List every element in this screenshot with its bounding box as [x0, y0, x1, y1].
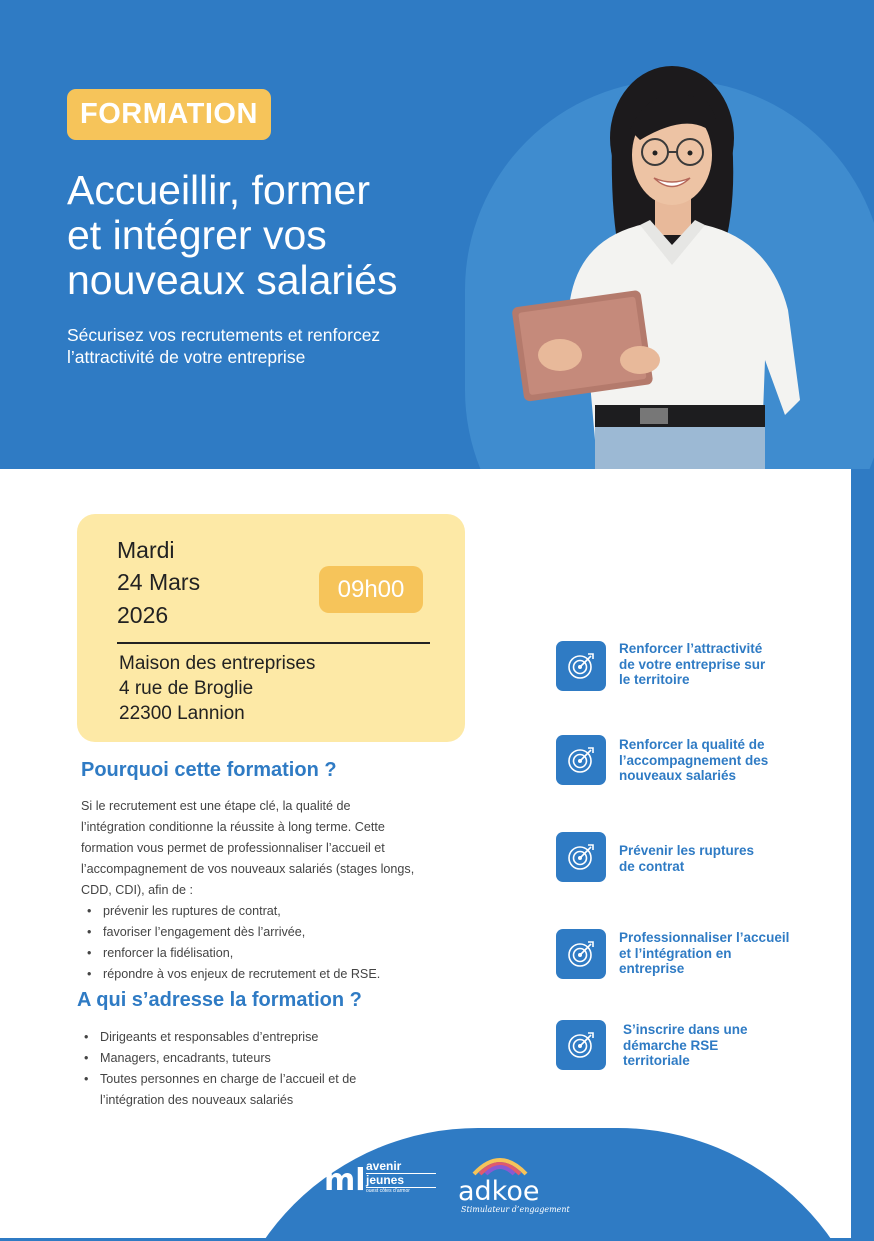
objective-line: l’accompagnement des: [619, 752, 769, 768]
objective-line: Renforcer l’attractivité: [619, 641, 763, 656]
logo-avenir-text: avenir: [366, 1160, 436, 1174]
paragraph-line: CDD, CDI), afin de :: [81, 883, 193, 897]
why-paragraph: [81, 796, 471, 901]
logo-jeunes-text: jeunes: [366, 1174, 436, 1188]
objective-text: [619, 641, 765, 688]
list-item: [78, 1069, 468, 1111]
woman-with-tablet-photo: [500, 60, 820, 469]
event-street: 4 rue de Broglie: [119, 678, 254, 699]
why-bullet-list: [81, 901, 471, 985]
list-item-text: Dirigeants et responsables d’entreprise: [100, 1030, 319, 1044]
objective-line: nouveaux salariés: [619, 768, 737, 783]
target-arrow-icon: [556, 1020, 606, 1070]
objective-line: le territoire: [619, 672, 690, 687]
title-line: Accueillir, former: [67, 167, 371, 213]
target-arrow-icon: [556, 832, 606, 882]
card-divider: [117, 642, 430, 644]
objective-line: Professionnaliser l’accueil: [619, 930, 790, 945]
objective-line: et l’intégration en: [619, 945, 732, 961]
logo-avenir-subtext: ouest côtes d’armor: [366, 1188, 410, 1194]
objective-line: démarche RSE: [623, 1037, 719, 1053]
event-time-badge: 09h00: [319, 566, 423, 613]
page-title: [67, 168, 487, 303]
list-item-text: • Toutes personnes en charge de l’accueil et de: [100, 1072, 357, 1086]
objective-text: [623, 1022, 748, 1069]
objective-line: entreprise: [619, 961, 685, 976]
objective-line: Renforcer la qualité de: [619, 737, 765, 752]
paragraph-line: l’accompagnement de vos nouveaux salariés (stages longs,: [81, 862, 415, 876]
target-arrow-icon: [556, 929, 606, 979]
why-heading: Pourquoi cette formation ?: [81, 759, 337, 781]
adkoe-logo: adkoe: [458, 1176, 540, 1207]
list-item-text: l’intégration des nouveaux salariés: [100, 1093, 294, 1107]
paragraph-line: formation vous permet de professionnaliser l’accueil et: [81, 841, 385, 855]
subtitle-line: l’attractivité de votre entreprise: [67, 347, 306, 367]
page-subtitle: [67, 324, 487, 368]
objective-line: de contrat: [619, 858, 685, 874]
target-arrow-icon: [556, 735, 606, 785]
event-city: 22300 Lannion: [119, 703, 245, 724]
paragraph-line: Si le recrutement est une étape clé, la qualité de: [81, 799, 351, 813]
list-item: [78, 1027, 468, 1048]
list-item: [78, 1048, 468, 1069]
list-item: • prévenir les ruptures de contrat,: [81, 901, 471, 922]
event-date: 24 Mars: [117, 569, 201, 595]
objective-line: de votre entreprise sur: [619, 656, 766, 672]
subtitle-line: Sécurisez vos recrutements et renforcez: [67, 325, 381, 345]
target-arrow-icon: [556, 641, 606, 691]
right-edge-strip: [851, 469, 874, 1241]
hero-banner: [0, 0, 874, 469]
objective-text: [619, 737, 768, 784]
list-item: • favoriser l’engagement dès l’arrivée,: [81, 922, 471, 943]
event-day: Mardi: [117, 537, 175, 563]
footer-arc: [218, 1128, 874, 1241]
adkoe-tagline: Stimulateur d’engagement: [461, 1205, 570, 1214]
paragraph-line: l’intégration conditionne la réussite à long terme. Cette: [81, 820, 385, 834]
audience-heading: A qui s’adresse la formation ?: [77, 989, 362, 1011]
objective-line: territoriale: [623, 1053, 690, 1068]
adkoe-rainbow-icon: [470, 1152, 530, 1176]
event-venue: Maison des entreprises: [119, 653, 316, 674]
list-item: • répondre à vos enjeux de recrutement et de RSE.: [81, 964, 471, 985]
objective-text: [619, 930, 789, 977]
objective-text: [619, 843, 754, 874]
event-year: 2026: [117, 602, 169, 628]
avenir-jeunes-logo: [366, 1160, 436, 1195]
list-item-text: Managers, encadrants, tuteurs: [100, 1051, 271, 1065]
audience-bullet-list: [78, 1027, 468, 1111]
title-line: et intégrer vos: [67, 212, 327, 258]
list-item: • renforcer la fidélisation,: [81, 943, 471, 964]
event-info-card: [77, 514, 465, 742]
objective-line: S’inscrire dans une: [623, 1022, 748, 1037]
objective-line: Prévenir les ruptures: [619, 843, 755, 858]
mission-locale-logo: ml: [324, 1163, 366, 1198]
formation-badge: FORMATION: [67, 89, 271, 140]
title-line: nouveaux salariés: [67, 257, 398, 303]
